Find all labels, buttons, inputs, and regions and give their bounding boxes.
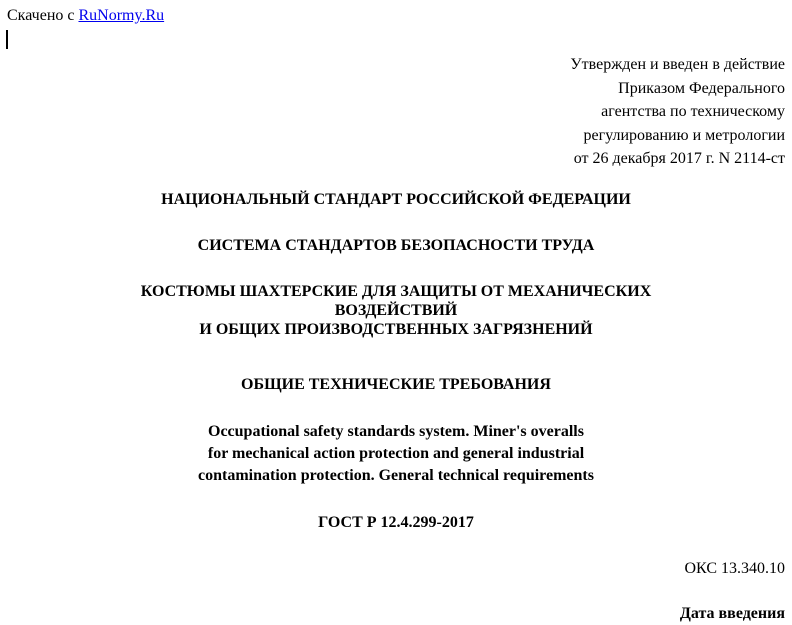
source-line [7, 6, 164, 26]
english-title [0, 421, 792, 487]
oks-code: ОКС 13.340.10 [684, 560, 785, 577]
intro-date-label: Дата введения [679, 605, 785, 622]
source-prefix: Скачено с [7, 7, 79, 24]
english-title-line: for mechanical action protection and general industrial [207, 445, 585, 462]
gost-number-text: ГОСТ Р 12.4.299-2017 [318, 514, 474, 531]
english-title-line: contamination protection. General technical requirements [198, 467, 594, 484]
product-title-line: И ОБЩИХ ПРОИЗВОДСТВЕННЫХ ЗАГРЯЗНЕНИЙ [199, 321, 593, 338]
text-cursor [6, 30, 8, 49]
approval-line: регулированию и метрологии [583, 126, 785, 144]
approval-block [570, 53, 785, 171]
approval-line: Приказом Федерального [618, 79, 785, 97]
requirements-title [0, 374, 792, 395]
product-title-line: ВОЗДЕЙСТВИЙ [334, 302, 458, 319]
approval-line: от 26 декабря 2017 г. N 2114-ст [573, 150, 785, 167]
national-standard-title-text: НАЦИОНАЛЬНЫЙ СТАНДАРТ РОССИЙСКОЙ ФЕДЕРАЦИИ [161, 191, 631, 208]
runormy-link[interactable]: RuNormy.Ru [78, 7, 165, 24]
system-title-text: СИСТЕМА СТАНДАРТОВ БЕЗОПАСНОСТИ ТРУДА [197, 237, 595, 254]
english-title-line: Occupational safety standards system. Miner's overalls [208, 423, 584, 440]
gost-number [0, 512, 792, 533]
system-title [0, 235, 792, 256]
approval-line: Утвержден и введен в действие [570, 56, 785, 73]
product-title [0, 282, 792, 339]
national-standard-title [0, 189, 792, 210]
product-title-line: КОСТЮМЫ ШАХТЕРСКИЕ ДЛЯ ЗАЩИТЫ ОТ МЕХАНИЧЕСКИХ [140, 283, 652, 300]
approval-line: агентства по техническому [601, 103, 785, 120]
requirements-title-text: ОБЩИЕ ТЕХНИЧЕСКИЕ ТРЕБОВАНИЯ [241, 376, 551, 393]
